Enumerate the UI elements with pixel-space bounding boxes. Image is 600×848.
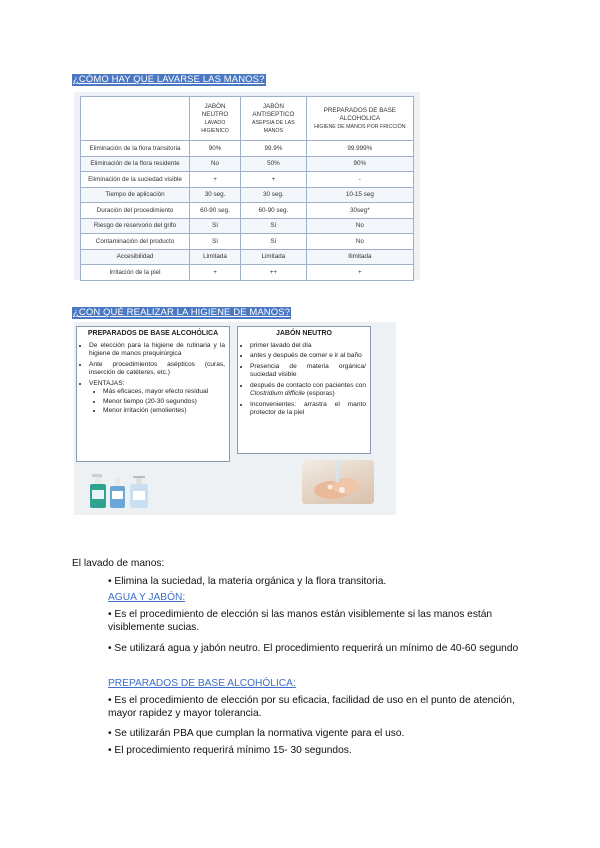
advantage-item: • Más eficaces, mayor efecto residual (103, 388, 221, 397)
row-label: Eliminación de la flora transitoria (81, 141, 190, 157)
table-row (81, 172, 414, 188)
pba-bullet-1: • Es el procedimiento de elección por su eficacia, facilidad de uso en el punto de atención, mayor rapidez y mayor tolerancia. (108, 695, 515, 719)
bullet-general: • Elimina la suciedad, la materia orgánica y la flora transitoria. (108, 576, 387, 587)
table-cell: - (306, 172, 413, 188)
comparison-table (80, 96, 414, 281)
alcohol-item: • Ante procedimientos asépticos (curas, inserción de catéteres, etc.) (89, 361, 225, 378)
table-cell: 30 seg. (241, 187, 307, 203)
soap-bullet-2: • Se utilizará agua y jabón neutro. El procedimiento requerirá un mínimo de 40-60 segundo (108, 643, 519, 654)
table-cell: 90% (190, 141, 241, 157)
table-cell: Sí (241, 218, 307, 234)
soap-section-link[interactable]: AGUA Y JABÓN: (108, 592, 186, 603)
advantage-item: • Menor irritación (emolientes) (103, 407, 221, 416)
table-cell: 30 seg. (190, 187, 241, 203)
soap-item: • Presencia de materia orgánica/ suciedad visible (250, 363, 366, 380)
table-cell: No (306, 218, 413, 234)
table-cell: No (190, 156, 241, 172)
alcohol-box (76, 326, 230, 462)
row-label: Riesgo de reservorio del grifo (81, 218, 190, 234)
corner-cell (81, 97, 190, 141)
table-row (81, 265, 414, 281)
row-label: Duración del procedimiento (81, 203, 190, 219)
heading-how-to-wash: ¿CÓMO HAY QUE LAVARSE LAS MANOS? (73, 74, 265, 85)
row-label: Eliminación de la flora residente (81, 156, 190, 172)
handwashing-photo (302, 460, 374, 504)
row-label: Tiempo de aplicación (81, 187, 190, 203)
sanitizer-bottles-image (86, 472, 156, 510)
soap-bullet-1: • Es el procedimiento de elección si las manos están visiblemente si las manos están visiblemente sucias. (108, 609, 493, 633)
table-cell: 30seg* (306, 203, 413, 219)
table-cell: + (306, 265, 413, 281)
table-cell: 99.999% (306, 141, 413, 157)
soap-box (237, 326, 371, 454)
row-label: Accesibilidad (81, 249, 190, 265)
soap-item: • Inconvenientes: arrastra el manto protector de la piel (250, 401, 366, 418)
table-cell: + (241, 172, 307, 188)
table-cell: Limitada (241, 249, 307, 265)
table-cell: Ilimitada (306, 249, 413, 265)
table-cell: + (190, 265, 241, 281)
table-row (81, 249, 414, 265)
table-cell: ++ (241, 265, 307, 281)
table-cell: 99.9% (241, 141, 307, 157)
intro-text: El lavado de manos: (72, 558, 165, 569)
table-cell: Limitada (190, 249, 241, 265)
table-cell: 60-90 seg. (190, 203, 241, 219)
table-row (81, 187, 414, 203)
pba-bullet-2: • Se utilizarán PBA que cumplan la normativa vigente para el uso. (108, 728, 405, 739)
col-header: PREPARADOS DE BASE ALCOHOLICA HIGIENE DE MANOS POR FRICCIÓN (306, 97, 413, 141)
row-label: Eliminación de la suciedad visible (81, 172, 190, 188)
alcohol-item: • VENTAJAS: • Más eficaces, mayor efecto residual • Menor tiempo (20-30 segundos) • Menor irritación (emolientes) (89, 380, 225, 416)
pba-section-link[interactable]: PREPARADOS DE BASE ALCOHÓLICA: (108, 678, 296, 689)
alcohol-item: • De elección para la higiene de rutinaria y la higiene de manos prequirúrgica (89, 342, 225, 359)
col-header: JABÓN NEUTRO LAVADO HIGIENICO (190, 97, 241, 141)
row-label: Contaminación del producto (81, 234, 190, 250)
col-header: JABÓN ANTISEPTICO ASEPSIA DE LAS MANOS (241, 97, 307, 141)
table-row (81, 203, 414, 219)
table-row (81, 141, 414, 157)
heading-what-to-use: ¿CON QUÉ REALIZAR LA HIGIENE DE MANOS? (73, 307, 291, 318)
table-row (81, 218, 414, 234)
row-label: Irritación de la piel (81, 265, 190, 281)
table-cell: 60-90 seg. (241, 203, 307, 219)
hygiene-options-image (74, 322, 396, 515)
table-cell: 50% (241, 156, 307, 172)
table-cell: Sí (190, 234, 241, 250)
comparison-table-image (74, 92, 420, 280)
advantage-item: • Menor tiempo (20-30 segundos) (103, 398, 221, 407)
table-cell: No (306, 234, 413, 250)
table-row (81, 156, 414, 172)
soap-item: • después de contacto con pacientes con Clostridium difficile (esporas) (250, 382, 366, 399)
soap-box-title: JABÓN NEUTRO (275, 330, 332, 337)
pba-bullet-3: • El procedimiento requerirá mínimo 15- 30 segundos. (108, 745, 352, 756)
table-cell: Sí (190, 218, 241, 234)
soap-item: • primer lavado del día (250, 342, 366, 351)
alcohol-box-title: PREPARADOS DE BASE ALCOHÓLICA (87, 330, 219, 337)
soap-item: • antes y después de comer e ir al baño (250, 352, 366, 361)
table-row (81, 234, 414, 250)
table-cell: 10-15 seg (306, 187, 413, 203)
table-cell: + (190, 172, 241, 188)
table-cell: Sí (241, 234, 307, 250)
table-cell: 90% (306, 156, 413, 172)
